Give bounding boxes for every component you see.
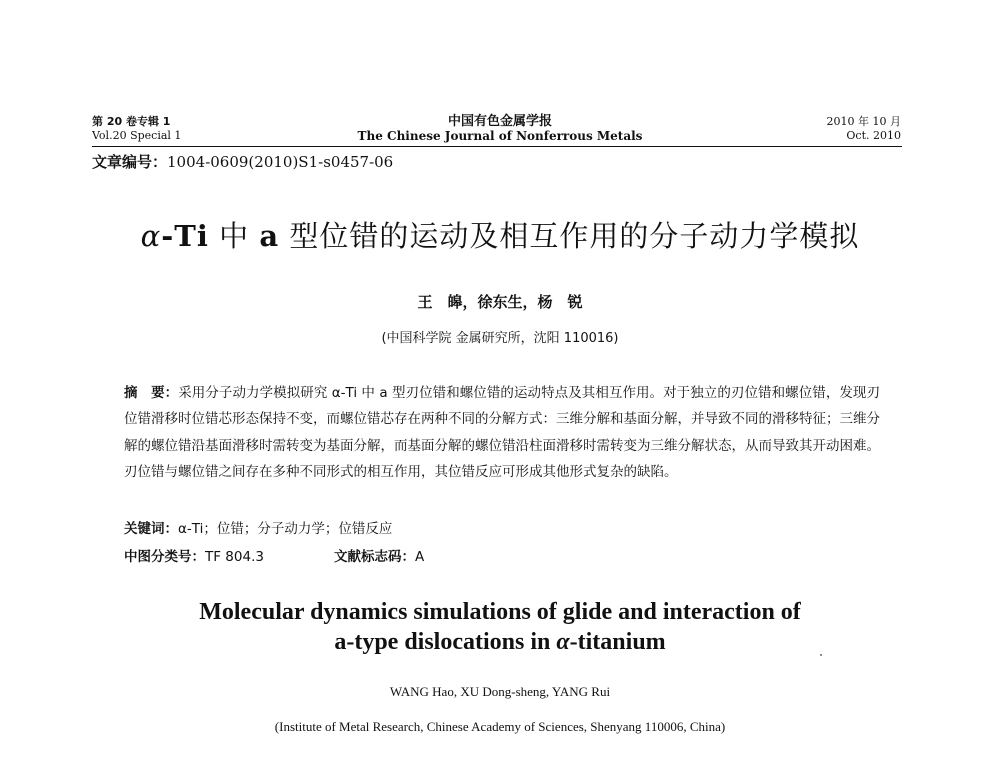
title-en-line2-pre: a-type dislocations in	[334, 629, 557, 655]
article-number-label: 文章编号：	[92, 153, 168, 171]
clc-label: 中图分类号：	[124, 549, 205, 565]
abstract	[124, 380, 880, 486]
speck	[820, 654, 822, 656]
title-cn-alpha: α	[140, 219, 162, 253]
title-en-line2-post: -titanium	[569, 629, 666, 655]
title-cn-ti: -Ti	[161, 219, 209, 253]
clc-value: TF 804.3	[205, 549, 264, 565]
keywords-label: 关键词：	[124, 521, 178, 537]
article-number	[92, 151, 393, 172]
journal-name-cn: 中国有色金属学报	[447, 114, 552, 129]
date-cn: 2010 年 10 月	[826, 115, 901, 128]
volume-cn: 第 20 卷专辑 1	[92, 115, 171, 128]
doc-code-value: A	[414, 549, 425, 565]
keywords	[124, 517, 392, 537]
header-right	[827, 115, 901, 143]
title-en-alpha: α	[556, 629, 570, 655]
title-cn-part2: 型位错的运动及相互作用的分子动力学模拟	[279, 219, 860, 253]
title-cn-a: a	[259, 219, 280, 253]
journal-name-en: The Chinese Journal of Nonferrous Metals	[357, 129, 643, 143]
title-en	[0, 597, 1000, 657]
authors-en: WANG Hao, XU Dong-sheng, YANG Rui	[389, 684, 611, 699]
abstract-text: 采用分子动力学模拟研究 α-Ti 中 a 型刃位错和螺位错的运动特点及其相互作用。对于独立的刃位错和螺位错，发现刃位错滑移时位错芯形态保持不变，而螺位错芯存在两种不同的分解方式：三维分解和基面分解，并导致不同的滑移特征；三维分解的螺位错沿基面滑移时需转变为基面分解，而基面分解的螺位错沿柱面滑移时需转变为三维分解状态，从而导致其开动困难。刃位错与螺位错之间存在多种不同形式的相互作用，其位错反应可形成其他形式复杂的缺陷。	[124, 385, 880, 481]
title-cn	[0, 214, 1000, 255]
title-en-line1: Molecular dynamics simulations of glide and interaction of	[199, 599, 801, 625]
classification	[124, 545, 424, 565]
affiliation-cn: (中国科学院 金属研究所，沈阳 110016)	[381, 331, 619, 346]
keywords-text: α-Ti；位错；分子动力学；位错反应	[178, 521, 393, 537]
volume-en: Vol.20 Special 1	[92, 129, 182, 142]
doc-code-label: 文献标志码：	[333, 549, 415, 565]
affiliation-en: (Institute of Metal Research, Chinese Academy of Sciences, Shenyang 110006, China)	[274, 719, 726, 734]
abstract-label: 摘 要：	[124, 385, 179, 401]
authors-cn: 王 皞，徐东生，杨 锐	[417, 293, 583, 311]
article-number-value: 1004-0609(2010)S1-s0457-06	[167, 153, 394, 171]
title-cn-part1: 中	[208, 219, 260, 253]
date-en: Oct. 2010	[846, 129, 901, 142]
title-en-line2	[0, 627, 1000, 657]
header-rule	[92, 146, 902, 147]
